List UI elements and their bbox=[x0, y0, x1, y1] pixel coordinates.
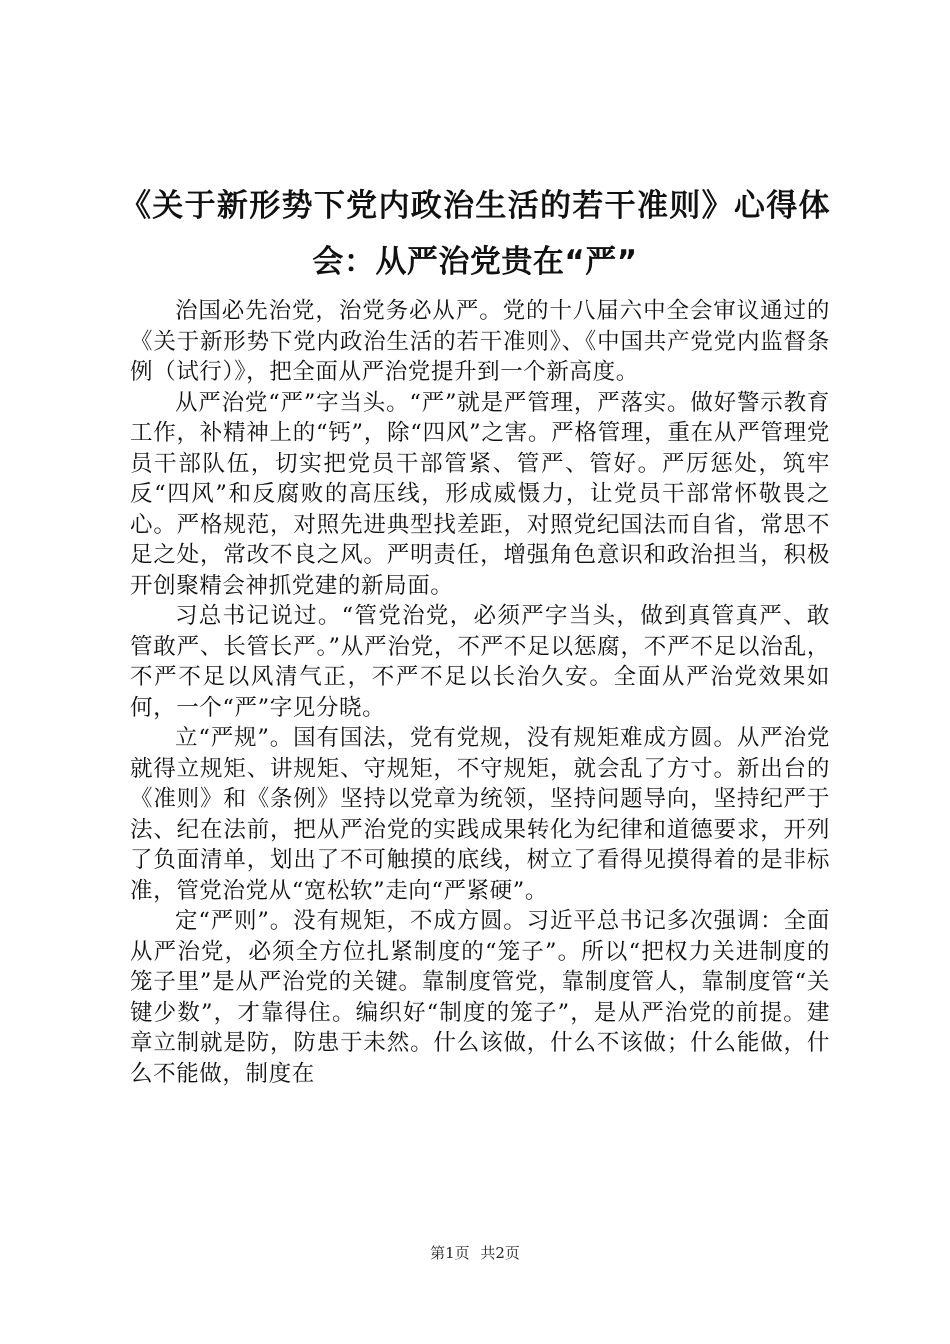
paragraph-4: 立“严规”。国有国法，党有党规，没有规矩难成方圆。从严治党就得立规矩、讲规矩、守规矩，不守规矩，就会乱了方寸。新出台的《准则》和《条例》坚持以党章为统领，坚持问题导向，坚持纪严于法、纪在法前，把从严治党的实践成果转化为纪律和道德要求，开列了负面清单，划出了不可触摸的底线，树立了看得见摸得着的是非标准，管党治党从“宽松软”走向“严紧硬”。 bbox=[130, 725, 830, 904]
page-total: 共2页 bbox=[480, 1244, 520, 1262]
document-title: 《关于新形势下党内政治生活的若干准则》心得体会：从严治党贵在“严” bbox=[120, 188, 830, 280]
paragraph-5: 定“严则”。没有规矩，不成方圆。习近平总书记多次强调：全面从严治党，必须全方位扎紧制度的“笼子”。所以“把权力关进制度的笼子里”是从严治党的关键。靠制度管党，靠制度管人，靠制度管“关键少数”，才靠得住。编织好“制度的笼子”，是从严治党的前提。建章立制就是防，防患于未然。什么该做，什么不该做；什么能做，什么不能做，制度在 bbox=[130, 908, 830, 1087]
document-body bbox=[130, 296, 830, 1089]
paragraph-2: 从严治党“严”字当头。“严”就是严管理，严落实。做好警示教育工作，补精神上的“钙”，除“四风”之害。严格管理，重在从严管理党员干部队伍，切实把党员干部管紧、管严、管好。严厉惩处，筑牢反“四风”和反腐败的高压线，形成威慑力，让党员干部常怀敬畏之心。严格规范，对照先进典型找差距，对照党纪国法而自省，常思不足之处，常改不良之风。严明责任，增强角色意识和政治担当，积极开创聚精会神抓党建的新局面。 bbox=[130, 389, 830, 599]
page-footer bbox=[0, 1243, 950, 1263]
paragraph-3: 习总书记说过。“管党治党，必须严字当头，做到真管真严、敢管敢严、长管长严。”从严治党，不严不足以惩腐，不严不足以治乱，不严不足以风清气正，不严不足以长治久安。全面从严治党效果如何，一个“严”字见分晓。 bbox=[130, 603, 830, 721]
paragraph-1: 治国必先治党，治党务必从严。党的十八届六中全会审议通过的《关于新形势下党内政治生活的若干准则》、《中国共产党党内监督条例（试行）》，把全面从严治党提升到一个新高度。 bbox=[130, 298, 830, 385]
page-number: 第1页 bbox=[430, 1244, 470, 1262]
